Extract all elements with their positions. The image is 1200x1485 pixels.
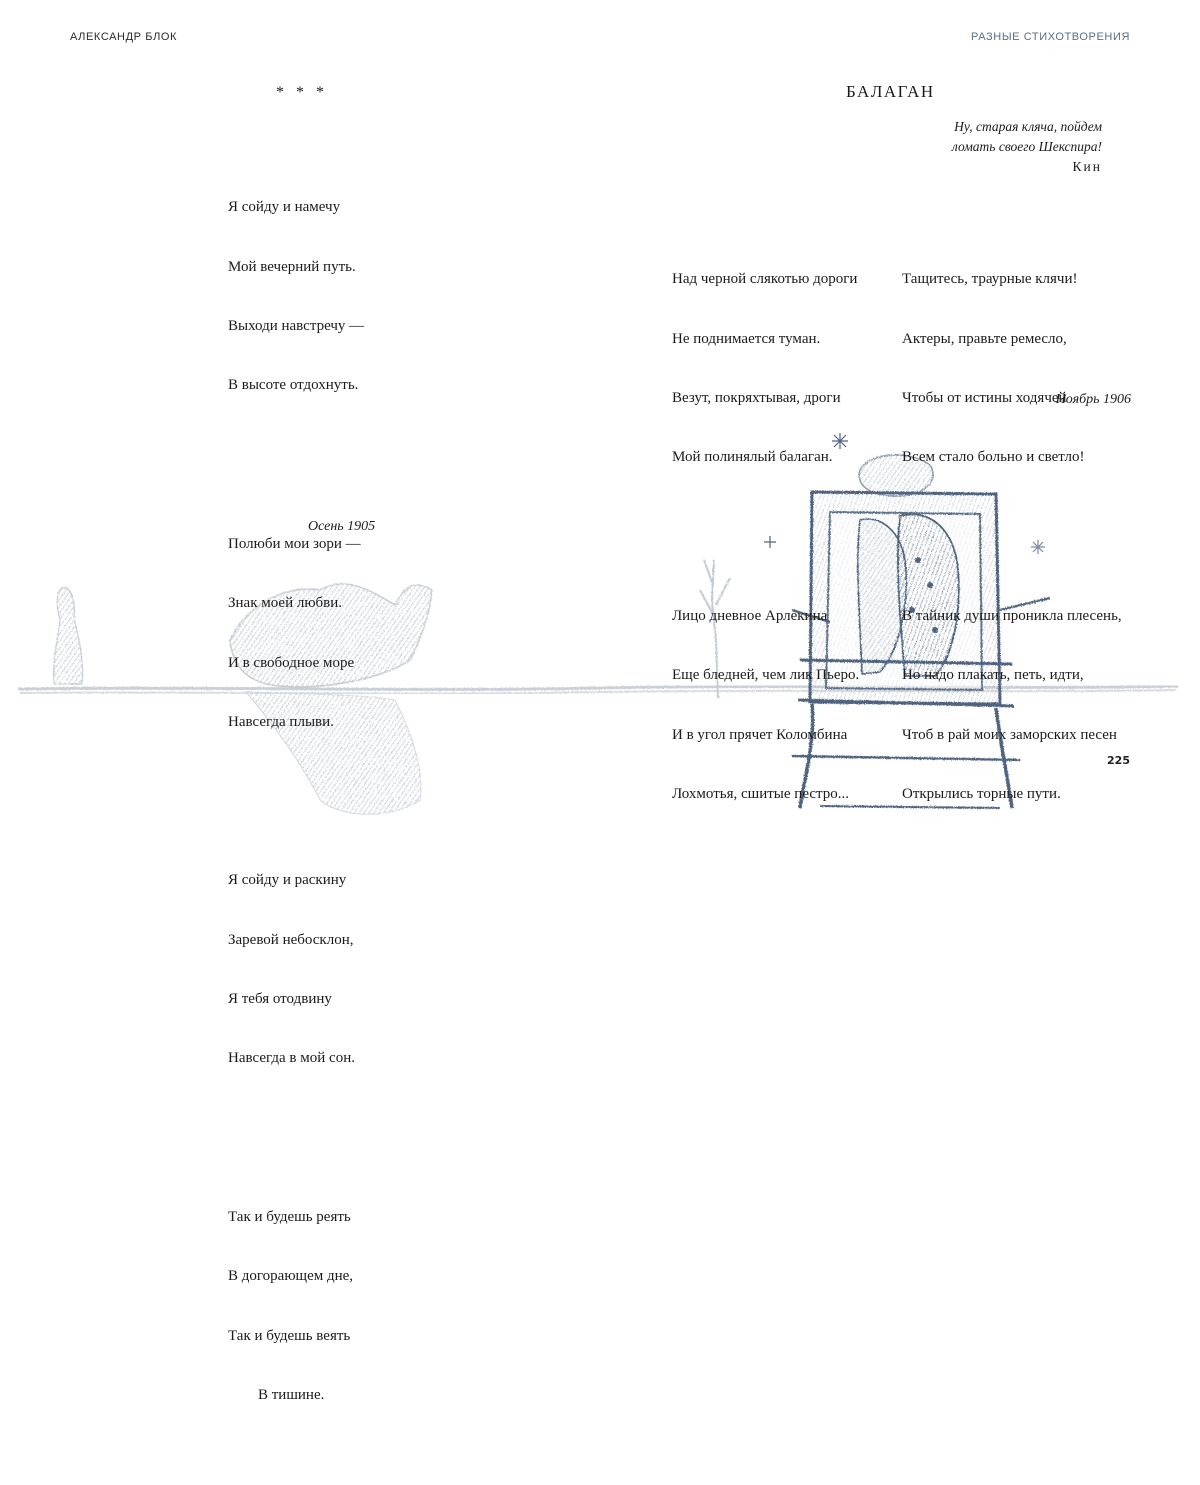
verse-line: Так и будешь реять (228, 1208, 351, 1225)
epigraph-line: Ну, старая кляча, пойдем (954, 119, 1102, 134)
poem-asterisms: * * * (276, 84, 328, 101)
verse-line: Я сойду и раскину (228, 872, 347, 889)
epigraph (952, 117, 1102, 177)
verse-line: Чтобы от истины ходячей (902, 389, 1067, 406)
verse-line: Навсегда плыви. (228, 713, 334, 730)
poem-stanza (228, 832, 364, 1109)
poem-column-2 (902, 191, 1122, 884)
verse-line: Мой вечерний путь. (228, 258, 356, 275)
poem-stanza (902, 567, 1122, 844)
verse-line: Полюби мои зори — (228, 535, 361, 552)
poem-stanza (672, 567, 859, 844)
verse-line: Еще бледней, чем лик Пьеро. (672, 667, 860, 684)
verse-line: В тайник души проникла плесень, (902, 607, 1122, 624)
verse-line: Выходи навстречу — (228, 317, 365, 334)
verse-line: И в свободное море (228, 654, 355, 671)
poem-stanza (902, 231, 1122, 508)
page-number: 225 (1107, 754, 1130, 767)
verse-line: Мой полинялый балаган. (672, 449, 833, 466)
verse-line: В тишине. (258, 1387, 325, 1403)
poem-stanza (228, 159, 364, 436)
left-poem (228, 119, 364, 1485)
verse-line: Везут, покряхтывая, дроги (672, 389, 841, 406)
verse-line: Актеры, правьте ремесло, (902, 330, 1067, 347)
poem-stanza (228, 1168, 364, 1445)
right-page (600, 0, 1200, 822)
epigraph-line: ломать своего Шекспира! (951, 139, 1102, 154)
verse-line: Не поднимается туман. (672, 330, 821, 347)
poem-stanza (672, 231, 859, 508)
verse-line: В высоте отдохнуть. (228, 377, 359, 394)
verse-line: И в угол прячет Коломбина (672, 726, 848, 743)
running-head-author: АЛЕКСАНДР БЛОК (70, 31, 178, 43)
verse-line: Открылись торные пути. (902, 785, 1061, 802)
verse-line: Но надо плакать, петь, идти, (902, 667, 1084, 684)
verse-line: Над черной слякотью дороги (672, 271, 858, 288)
epigraph-author: Кин (1072, 159, 1102, 174)
verse-line: В догорающем дне, (228, 1268, 354, 1285)
poem-column-1 (672, 191, 859, 884)
poem-title: БАЛАГАН (846, 82, 935, 101)
verse-line: Я тебя отодвину (228, 991, 332, 1008)
left-page (0, 0, 600, 1403)
verse-line: Заревой небосклон, (228, 931, 354, 948)
verse-line: Лицо дневное Арлекина (672, 607, 828, 624)
verse-line: Лохмотья, сшитые пестро... (672, 785, 849, 802)
poem-date: Осень 1905 (308, 519, 376, 534)
poem-date: Ноябрь 1906 (1055, 392, 1131, 407)
running-head-section: РАЗНЫЕ СТИХОТВОРЕНИЯ (971, 31, 1130, 43)
verse-line: Тащитесь, траурные клячи! (902, 271, 1078, 288)
verse-line: Чтоб в рай моих заморских песен (902, 726, 1117, 743)
verse-line: Так и будешь веять (228, 1327, 351, 1344)
verse-line: Знак моей любви. (228, 595, 343, 612)
verse-line: Навсегда в мой сон. (228, 1050, 355, 1067)
poem-stanza (228, 495, 364, 772)
verse-line: Я сойду и намечу (228, 199, 341, 216)
verse-line: Всем стало больно и светло! (902, 449, 1085, 466)
